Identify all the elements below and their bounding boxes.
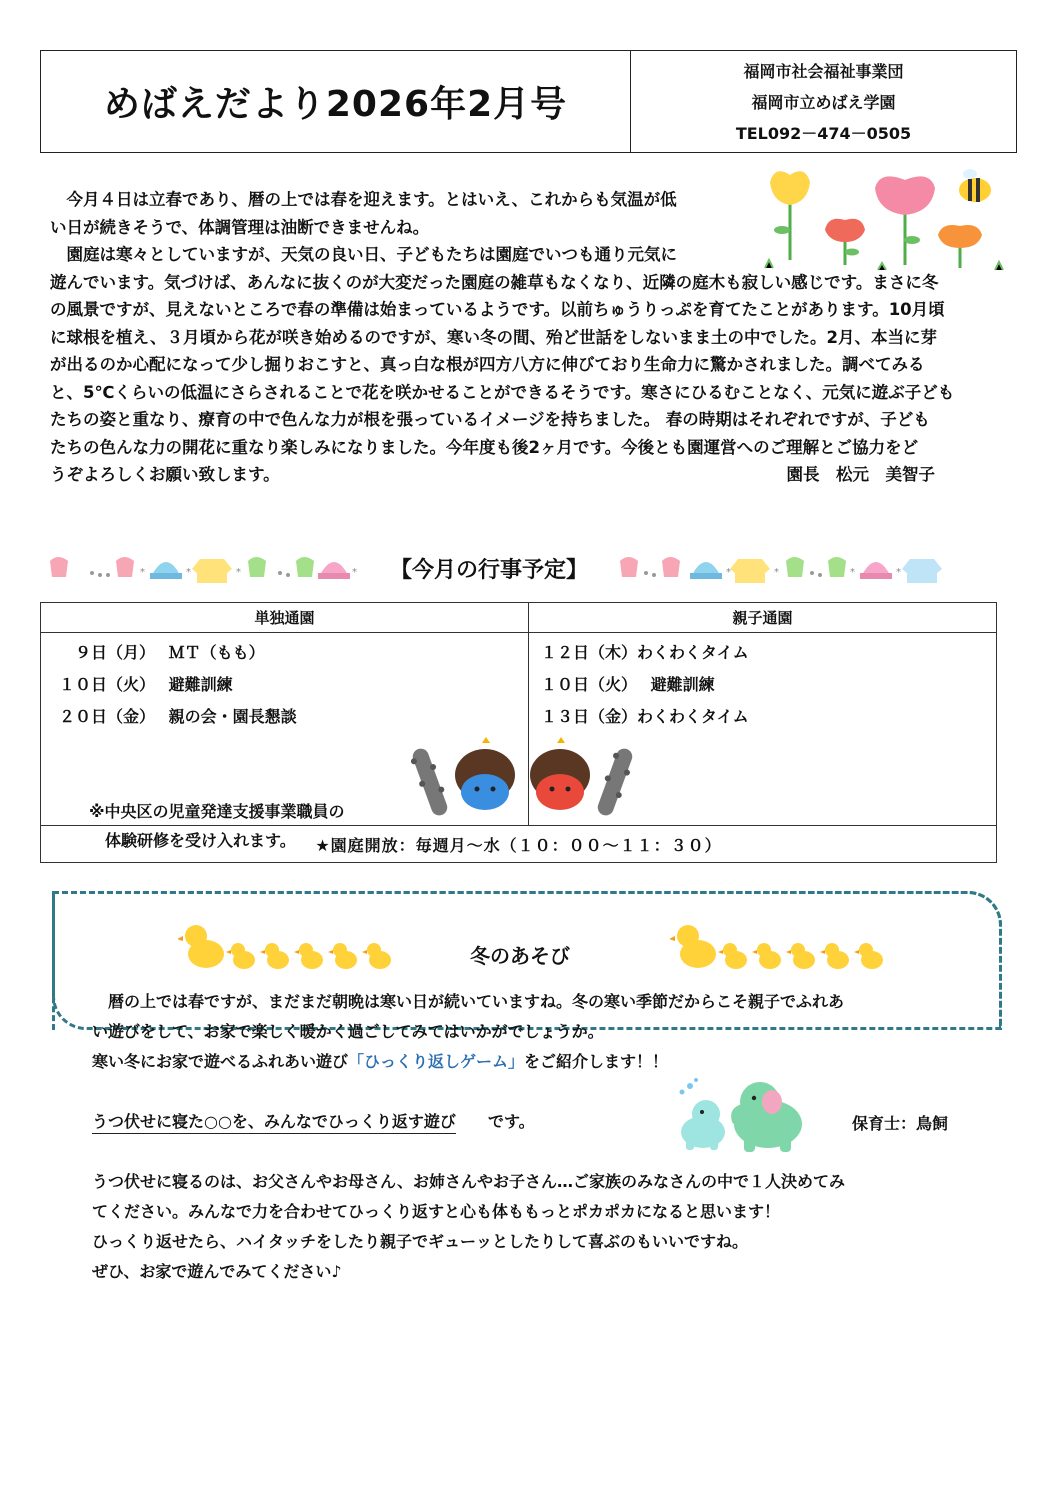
winter-line: うつ伏せに寝るのは、お父さんやお母さん、お姉さんやお子さん…ご家族のみなさんの中で１人決めてみ — [92, 1172, 845, 1191]
svg-text:*: * — [774, 567, 780, 578]
newsletter-title: めばえだより2026年2月号 — [41, 51, 631, 152]
svg-text:*: * — [726, 567, 732, 578]
svg-text:*: * — [236, 567, 241, 578]
winter-line — [92, 1107, 982, 1137]
schedule-note-line: 体験研修を受け入れます。 — [89, 831, 296, 850]
winter-items-decoration-right — [610, 551, 950, 585]
schedule-banner — [40, 548, 1017, 588]
game-description-underlined: うつ伏せに寝た○○を、みんなでひっくり返す遊び — [92, 1112, 456, 1134]
winter-line — [92, 1047, 982, 1077]
svg-text:*: * — [850, 567, 856, 578]
intro-line: 遊んでいます。気づけば、あんなに抜くのが大変だった園庭の雑草もなくなり、近隣の庭木も寂しい感じです。まさに冬 — [50, 272, 939, 292]
intro-line: たちの姿と重なり、療育の中で色んな力が根を張っているイメージを持ちました。 春の時期はそれぞれですが、子ども — [50, 410, 930, 429]
schedule-event: １３日（金）わくわくタイム — [541, 707, 749, 726]
intro-line: と、5℃くらいの低温にさらされることで花を咲かせることができるそうです。寒さにひるむことなく、元気に遊ぶ子ども — [50, 382, 955, 402]
winter-line: 暦の上では春ですが、まだまだ朝晩は寒い日が続いていますね。冬の寒い季節だからこそ親子でふれあ — [92, 992, 845, 1011]
newsletter-header — [40, 50, 1017, 153]
schedule-heading: 【今月の行事予定】 — [390, 557, 589, 583]
svg-text:*: * — [352, 567, 357, 578]
garden-open-info: ★園庭開放：毎週月～水（１０：００～１１：３０） — [315, 835, 722, 855]
blue-oni-icon — [410, 737, 520, 822]
schedule-event: １２日（木）わくわくタイム — [541, 643, 749, 662]
intro-line: い日が続きそうで、体調管理は油断できませんね。 — [50, 217, 430, 237]
phone-number: TEL092－474－0505 — [735, 124, 912, 143]
schedule-event: ２０日（金） 親の会・園長懇談 — [59, 707, 297, 726]
schedule-header-row — [41, 603, 996, 633]
ducklings-illustration-right — [670, 918, 895, 976]
winter-items-decoration-left — [40, 551, 370, 585]
intro-message — [50, 186, 1010, 489]
winter-line: い遊びをして、お家で楽しく暖かく過ごしてみてはいかがでしょうか。 — [92, 1022, 604, 1041]
winter-play-text — [92, 987, 982, 1287]
intro-line: が出るのか心配になって少し掘りおこすと、真っ白な根が四方八方に伸びており生命力に驚かされました。調べてみる — [50, 355, 925, 374]
winter-line: てください。みんなで力を合わせてひっくり返すと心も体ももっとポカポカになると思います！ — [92, 1202, 781, 1221]
winter-intro-text: 寒い冬にお家で遊べるふれあい遊び — [92, 1052, 349, 1071]
school-name: 福岡市立めばえ学園 — [751, 93, 896, 112]
solo-attendance-header: 単独通園 — [41, 603, 529, 632]
winter-line: ひっくり返せたら、ハイタッチをしたり親子でギューッとしたりして喜ぶのもいいですね。 — [92, 1232, 749, 1251]
red-oni-icon — [525, 737, 635, 822]
svg-text:*: * — [186, 567, 191, 578]
schedule-event: ９日（月） ＭＴ（もも） — [59, 643, 265, 662]
parent-child-attendance-header: 親子通園 — [732, 609, 793, 627]
svg-text:*: * — [140, 567, 145, 578]
winter-play-title: 冬のあそび — [470, 944, 570, 968]
intro-line: に球根を植え、３月頃から花が咲き始めるのですが、寒い冬の間、殆ど世話をしないまま土の中でした。2月、本当に芽 — [50, 327, 937, 347]
ducklings-illustration-left — [178, 918, 403, 976]
elephants-illustration — [668, 1074, 808, 1154]
winter-intro-text-end: をご紹介します！！ — [524, 1052, 669, 1071]
game-name-highlight: 「ひっくり返しゲーム」 — [348, 1052, 525, 1071]
intro-line: の風景ですが、見えないところで春の準備は始まっているようです。以前ちゅうりっぷを育てたことがあります。10月頃 — [50, 300, 945, 319]
schedule-event: １０日（火） 避難訓練 — [541, 675, 715, 694]
intro-line: 園庭は寒々としていますが、天気の良い日、子どもたちは園庭でいつも通り元気に — [50, 245, 677, 264]
schedule-note-line: ※中央区の児童発達支援事業職員の — [89, 802, 345, 821]
svg-text:*: * — [896, 567, 902, 578]
teacher-signature: 保育士：鳥飼 — [852, 1114, 949, 1133]
intro-line: うぞよろしくお願い致します。 — [50, 465, 280, 484]
game-description-end: です。 — [455, 1112, 535, 1131]
intro-line: たちの色んな力の開花に重なり楽しみになりました。今年度も後2ヶ月です。今後とも園運営へのご理解とご協力をど — [50, 437, 919, 457]
schedule-event: １０日（火） 避難訓練 — [59, 675, 233, 694]
principal-signature: 園長 松元 美智子 — [786, 465, 935, 484]
schedule-note — [89, 797, 345, 855]
intro-line: 今月４日は立春であり、暦の上では春を迎えます。とはいえ、これからも気温が低 — [50, 190, 677, 209]
schedule-table — [40, 602, 997, 863]
organization-info — [631, 51, 1016, 152]
winter-line: ぜひ、お家で遊んでみてください♪ — [92, 1262, 342, 1281]
org-name: 福岡市社会福祉事業団 — [743, 62, 904, 81]
